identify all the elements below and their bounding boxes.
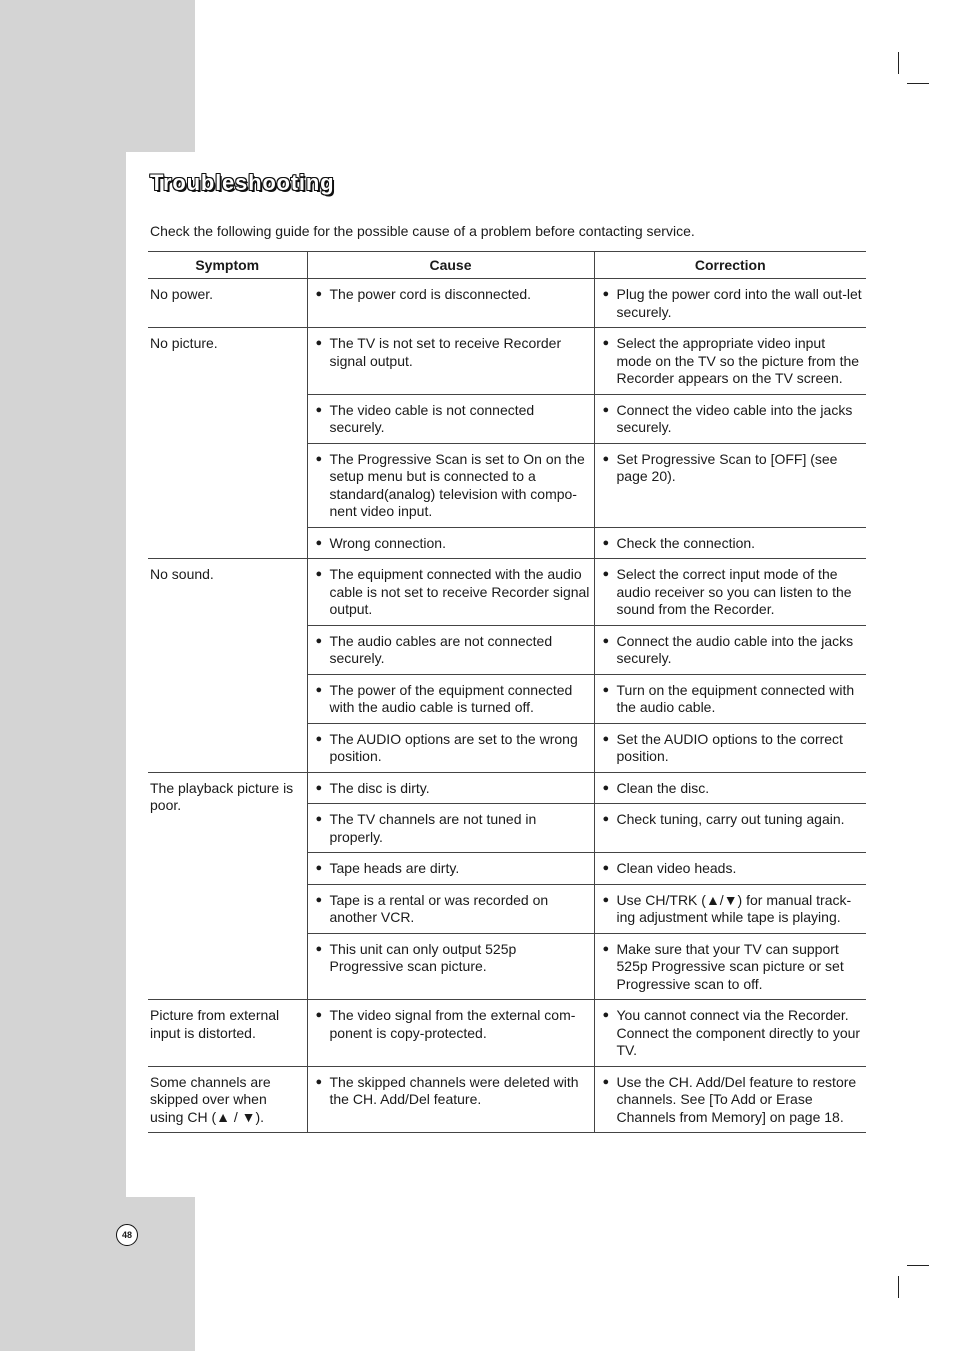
- correction-text: Check tuning, carry out tuning again.: [616, 811, 845, 827]
- correction-cell: [594, 443, 866, 527]
- table-row: [148, 559, 866, 626]
- cause-text: The Progressive Scan is set to On on the setup menu but is connected to a standard(analog) television with compo-nent video input.: [329, 450, 585, 519]
- bullet-item: [597, 860, 864, 878]
- correction-cell: [594, 1066, 866, 1133]
- bullet-item: [597, 286, 864, 321]
- bullet-item: [597, 731, 864, 766]
- bullet-icon: ●: [315, 862, 323, 874]
- correction-text: Connect the video cable into the jacks securely.: [616, 401, 853, 435]
- bullet-item: [310, 860, 591, 878]
- bullet-item: [310, 535, 591, 553]
- bullet-item: [310, 286, 591, 304]
- bullet-icon: ●: [315, 452, 323, 465]
- bullet-icon: ●: [602, 536, 610, 549]
- bullet-icon: ●: [602, 781, 610, 794]
- cause-text: The AUDIO options are set to the wrong position.: [329, 730, 578, 764]
- cause-cell: [307, 328, 594, 395]
- bullet-item: [310, 811, 591, 846]
- bullet-icon: ●: [602, 1075, 610, 1088]
- correction-cell: [594, 625, 866, 674]
- cause-cell: [307, 279, 594, 328]
- left-margin-band: [0, 0, 126, 1351]
- correction-cell: [594, 279, 866, 328]
- bullet-icon: ●: [602, 893, 610, 906]
- bullet-item: [310, 451, 591, 521]
- crop-mark: [907, 1265, 929, 1266]
- table-row: [148, 328, 866, 395]
- bullet-item: [310, 402, 591, 437]
- bullet-item: [310, 1007, 591, 1042]
- bullet-item: [597, 780, 864, 798]
- crop-mark: [898, 52, 899, 74]
- cause-text: Tape heads are dirty.: [329, 860, 460, 876]
- bullet-icon: ●: [602, 403, 610, 416]
- bullet-item: [597, 682, 864, 717]
- table-header-row: [148, 252, 866, 279]
- cause-cell: [307, 723, 594, 772]
- table-row: [148, 1066, 866, 1133]
- cause-text: The video signal from the external com-ponent is copy-protected.: [329, 1007, 576, 1041]
- bullet-icon: ●: [602, 288, 610, 300]
- correction-text: Select the correct input mode of the audio receiver so you can listen to the sound from the Recorder.: [616, 566, 852, 617]
- correction-text: Make sure that your TV can support 525p Progressive scan picture or set Progressive scan to off.: [616, 940, 844, 992]
- bullet-item: [597, 892, 864, 927]
- bullet-icon: ●: [315, 942, 323, 955]
- symptom-header: Symptom: [195, 257, 260, 274]
- bullet-icon: ●: [602, 452, 610, 465]
- symptom-cell: Picture from external input is distorted.: [150, 1007, 280, 1041]
- bullet-item: [597, 451, 864, 486]
- cause-text: The power of the equipment connected with the audio cable is turned off.: [329, 681, 573, 715]
- bullet-item: [597, 566, 864, 619]
- bullet-icon: ●: [602, 862, 610, 874]
- table-row: [148, 772, 866, 804]
- bullet-icon: ●: [602, 634, 610, 647]
- bullet-item: [597, 1074, 864, 1127]
- bullet-icon: ●: [602, 568, 610, 580]
- cause-text: The TV channels are not tuned in properly.: [329, 811, 537, 845]
- bullet-icon: ●: [315, 337, 323, 349]
- correction-cell: [594, 527, 866, 559]
- table-body: [148, 279, 866, 1133]
- cause-cell: [307, 1066, 594, 1133]
- crop-mark: [898, 1276, 899, 1298]
- bullet-item: [310, 892, 591, 927]
- bullet-item: [597, 402, 864, 437]
- cause-cell: [307, 443, 594, 527]
- correction-cell: [594, 772, 866, 804]
- table-row: [148, 1000, 866, 1067]
- cause-text: Wrong connection.: [329, 534, 446, 551]
- correction-text: You cannot connect via the Recorder. Connect the component directly to your TV.: [616, 1007, 861, 1058]
- correction-text: Use CH/TRK (▲/▼) for manual track-ing adjustment while tape is playing.: [616, 891, 852, 925]
- bullet-icon: ●: [315, 568, 323, 580]
- cause-text: The video cable is not connected securely.: [329, 401, 535, 435]
- cause-cell: [307, 625, 594, 674]
- top-margin-band: [126, 0, 195, 152]
- cause-cell: [307, 884, 594, 933]
- correction-cell: [594, 804, 866, 853]
- bullet-icon: ●: [315, 1075, 323, 1088]
- intro-text: Check the following guide for the possible cause of a problem before contacting service.: [150, 223, 695, 239]
- bullet-item: [310, 941, 591, 976]
- bullet-icon: ●: [315, 683, 323, 696]
- cause-cell: [307, 804, 594, 853]
- bullet-icon: ●: [602, 683, 610, 696]
- cause-cell: [307, 559, 594, 626]
- bullet-item: [310, 731, 591, 766]
- correction-text: Connect the audio cable into the jacks securely.: [616, 632, 854, 666]
- cause-text: The equipment connected with the audio cable is not set to receive Recorder signal output.: [329, 566, 590, 617]
- bullet-icon: ●: [315, 288, 323, 300]
- bullet-icon: ●: [602, 1009, 610, 1021]
- cause-cell: [307, 853, 594, 885]
- symptom-cell: The playback picture is poor.: [150, 779, 294, 813]
- bullet-item: [310, 633, 591, 668]
- bullet-item: [310, 780, 591, 798]
- bullet-item: [597, 335, 864, 388]
- correction-text: Use the CH. Add/Del feature to restore channels. See [To Add or Erase Channels from Memory] on page 18.: [616, 1073, 857, 1125]
- cause-text: The TV is not set to receive Recorder signal output.: [329, 335, 562, 369]
- page-number: 48: [116, 1224, 138, 1246]
- symptom-cell: Some channels are skipped over when using CH (▲ / ▼).: [150, 1073, 271, 1125]
- symptom-cell: No power.: [150, 286, 214, 302]
- crop-mark: [907, 83, 929, 84]
- correction-header: Correction: [594, 252, 866, 279]
- bullet-item: [597, 941, 864, 994]
- bullet-icon: ●: [602, 942, 610, 955]
- cause-text: The skipped channels were deleted with the CH. Add/Del feature.: [329, 1073, 579, 1107]
- bullet-item: [310, 682, 591, 717]
- cause-text: The audio cables are not connected securely.: [329, 632, 553, 666]
- cause-cell: [307, 933, 594, 1000]
- correction-cell: [594, 723, 866, 772]
- bullet-icon: ●: [315, 536, 323, 549]
- correction-cell: [594, 559, 866, 626]
- bullet-icon: ●: [315, 634, 323, 647]
- bullet-icon: ●: [315, 893, 323, 906]
- bullet-item: [597, 1007, 864, 1060]
- correction-cell: [594, 884, 866, 933]
- correction-cell: [594, 674, 866, 723]
- page-title: Troubleshooting: [150, 170, 335, 195]
- bullet-item: [597, 535, 864, 553]
- bullet-item: [310, 566, 591, 619]
- cause-cell: [307, 674, 594, 723]
- correction-cell: [594, 853, 866, 885]
- bullet-icon: ●: [315, 403, 323, 416]
- correction-cell: [594, 394, 866, 443]
- cause-header: Cause: [307, 252, 594, 279]
- correction-cell: [594, 328, 866, 395]
- correction-cell: [594, 933, 866, 1000]
- bullet-item: [597, 633, 864, 668]
- bullet-icon: ●: [315, 732, 323, 745]
- cause-text: This unit can only output 525p Progressive scan picture.: [329, 940, 517, 974]
- correction-text: Select the appropriate video input mode on the TV so the picture from the Recorder appears on the TV screen.: [616, 335, 860, 386]
- bullet-icon: ●: [602, 732, 610, 745]
- bottom-margin-band: [126, 1197, 195, 1351]
- cause-cell: [307, 1000, 594, 1067]
- cause-text: The disc is dirty.: [329, 779, 430, 796]
- bullet-item: [597, 811, 864, 829]
- correction-text: Set Progressive Scan to [OFF] (see page 20).: [616, 450, 838, 484]
- correction-text: Check the connection.: [616, 534, 756, 551]
- correction-text: Turn on the equipment connected with the audio cable.: [616, 681, 855, 715]
- cause-cell: [307, 394, 594, 443]
- bullet-item: [310, 335, 591, 370]
- cause-cell: [307, 527, 594, 559]
- cause-cell: [307, 772, 594, 804]
- correction-text: Clean the disc.: [616, 779, 710, 796]
- symptom-cell: No picture.: [150, 335, 218, 351]
- correction-cell: [594, 1000, 866, 1067]
- bullet-icon: ●: [315, 781, 323, 794]
- bullet-icon: ●: [602, 813, 610, 825]
- bullet-icon: ●: [602, 337, 610, 349]
- troubleshooting-table: [148, 251, 866, 1133]
- correction-text: Clean video heads.: [616, 860, 737, 876]
- cause-text: Tape is a rental or was recorded on another VCR.: [329, 891, 549, 925]
- bullet-icon: ●: [315, 813, 323, 825]
- cause-text: The power cord is disconnected.: [329, 286, 532, 302]
- correction-text: Set the AUDIO options to the correct position.: [616, 730, 843, 764]
- bullet-icon: ●: [315, 1009, 323, 1021]
- symptom-cell: No sound.: [150, 566, 214, 582]
- table-row: [148, 279, 866, 328]
- correction-text: Plug the power cord into the wall out-let securely.: [616, 286, 862, 320]
- bullet-item: [310, 1074, 591, 1109]
